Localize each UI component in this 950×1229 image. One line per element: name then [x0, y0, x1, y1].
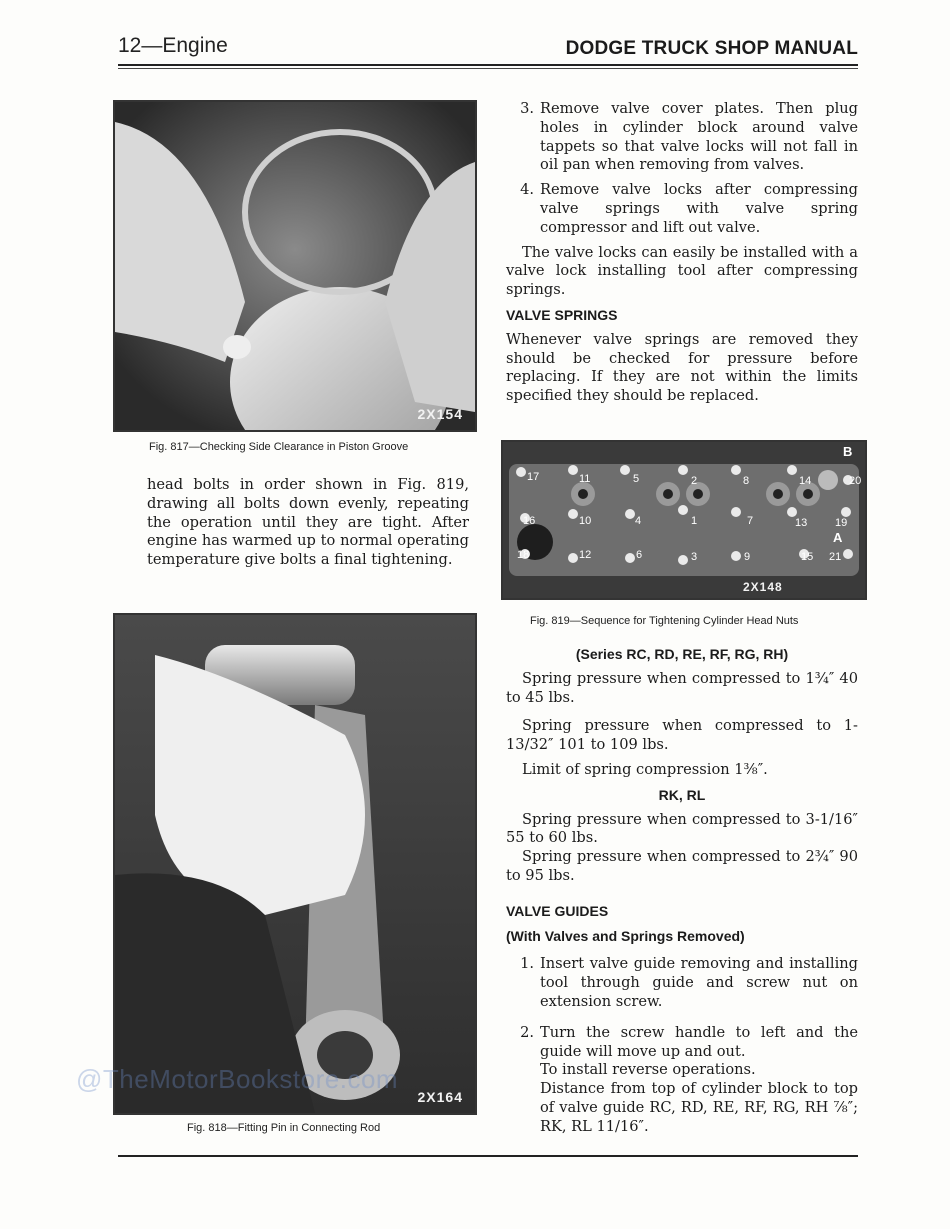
- series-spring-pressure-1: Spring pressure when compressed to 1¾″ 40 to 45 lbs.: [506, 669, 858, 706]
- valve-springs-paragraph: Whenever valve springs are removed they should be checked for pressure before replacing. If they are not within the limits specified they should be replaced.: [506, 330, 858, 405]
- manual-title: DODGE TRUCK SHOP MANUAL: [565, 38, 858, 59]
- fig-817-photo: [113, 100, 477, 432]
- valve-guides-heading: VALVE GUIDES: [506, 902, 609, 919]
- watermark: @TheMotorBookstore.com: [76, 1064, 399, 1094]
- reverse-operations-note: To install reverse operations.: [540, 1061, 756, 1079]
- bolt-label: 2: [691, 475, 698, 487]
- bolt-label: 18: [517, 549, 530, 561]
- step-4: [506, 181, 858, 237]
- bolt-label: 21: [829, 551, 842, 563]
- bolt-label: 17: [527, 471, 540, 483]
- guide-step-1: [506, 955, 858, 1011]
- fig-817-code: 2X154: [417, 406, 463, 422]
- bolt-label: 4: [635, 515, 642, 527]
- step-3: [506, 100, 858, 175]
- point-a-label: A: [833, 530, 843, 545]
- valve-locks-paragraph: The valve locks can easily be installed with a valve lock installing tool after compressing springs.: [506, 243, 858, 299]
- fig-818-code: 2X164: [417, 1089, 463, 1105]
- series-spring-limit: Limit of spring compression 1⅜″.: [522, 760, 768, 778]
- bolt-label: 5: [633, 473, 640, 485]
- page-number-section: 12—Engine: [118, 34, 228, 57]
- bolt-label: 19: [835, 517, 848, 529]
- right-column-bottom: [506, 645, 858, 1143]
- bolt-label: 15: [801, 551, 814, 563]
- step-2-body: [540, 1024, 858, 1137]
- bolt-label: 20: [849, 475, 862, 487]
- valve-guides-subheading: (With Valves and Springs Removed): [506, 927, 745, 944]
- fig-819-diagram: [501, 440, 867, 600]
- header-rule: [118, 64, 858, 66]
- series-heading: (Series RC, RD, RE, RF, RG, RH): [575, 646, 789, 662]
- step-text: Turn the screw handle to left and the guide will move up and out.: [540, 1023, 858, 1060]
- header-rule-thin: [118, 68, 858, 69]
- rk-spring-pressure-1: Spring pressure when compressed to 3-1/16″ 55 to 60 lbs.: [506, 810, 858, 847]
- bolt-label: 12: [579, 549, 592, 561]
- bolt-label: 1: [691, 515, 698, 527]
- fig-818-photo: [113, 613, 477, 1115]
- step-number: 2.: [520, 1023, 534, 1041]
- step-number: 4.: [520, 181, 534, 199]
- head-bolts-paragraph: head bolts in order shown in Fig. 819, drawing all bolts down evenly, repeating the operation until they are tight. After engine has warmed up to normal operating temperature give bolts a final tightening.: [147, 476, 469, 569]
- series-spring-pressure-2: Spring pressure when compressed to 1-13/32″ 101 to 109 lbs.: [506, 717, 858, 754]
- guide-step-2: [506, 1024, 858, 1137]
- fig-817-caption: Fig. 817—Checking Side Clearance in Piston Groove: [149, 441, 409, 453]
- guide-distance-note: Distance from top of cylinder block to top of valve guide RC, RD, RE, RF, RG, RH ⅞″; RK, RL 11/16″.: [540, 1080, 858, 1135]
- bolt-label: 14: [799, 475, 812, 487]
- left-column-text: [147, 476, 469, 570]
- bolt-label: 3: [691, 551, 698, 563]
- step-text: Insert valve guide removing and installing tool through guide and screw nut on extension screw.: [540, 955, 858, 1010]
- bolt-label: 8: [743, 475, 750, 487]
- cylinder-head-illustration: [503, 442, 865, 598]
- bolt-label: 16: [523, 515, 536, 527]
- bolt-label: 13: [795, 517, 808, 529]
- fig-819-code: 2X148: [743, 580, 783, 594]
- bolt-label: 6: [636, 549, 643, 561]
- piston-photo-illustration: [115, 102, 475, 430]
- right-column-top: [506, 100, 858, 406]
- step-text: Remove valve locks after compressing valve springs with valve spring compressor and lift out valve.: [540, 181, 858, 236]
- connecting-rod-photo-illustration: [115, 615, 475, 1113]
- bolt-label: 7: [747, 515, 754, 527]
- bolt-label: 9: [744, 551, 751, 563]
- bolt-label: 11: [579, 473, 591, 485]
- step-text: Remove valve cover plates. Then plug holes in cylinder block around valve tappets so that valve locks will not fall in oil pan when removing from valves.: [540, 100, 858, 174]
- fig-819-caption: Fig. 819—Sequence for Tightening Cylinder Head Nuts: [530, 615, 799, 627]
- rk-rl-heading: RK, RL: [658, 786, 706, 803]
- bolt-label: 10: [579, 515, 592, 527]
- valve-springs-heading: VALVE SPRINGS: [506, 306, 618, 323]
- step-number: 3.: [520, 100, 534, 117]
- point-b-label: B: [843, 444, 853, 459]
- fig-818-caption: Fig. 818—Fitting Pin in Connecting Rod: [187, 1122, 381, 1134]
- step-number: 1.: [520, 955, 534, 973]
- rk-spring-pressure-2: Spring pressure when compressed to 2¾″ 90 to 95 lbs.: [506, 848, 858, 884]
- footer-rule: [118, 1155, 858, 1157]
